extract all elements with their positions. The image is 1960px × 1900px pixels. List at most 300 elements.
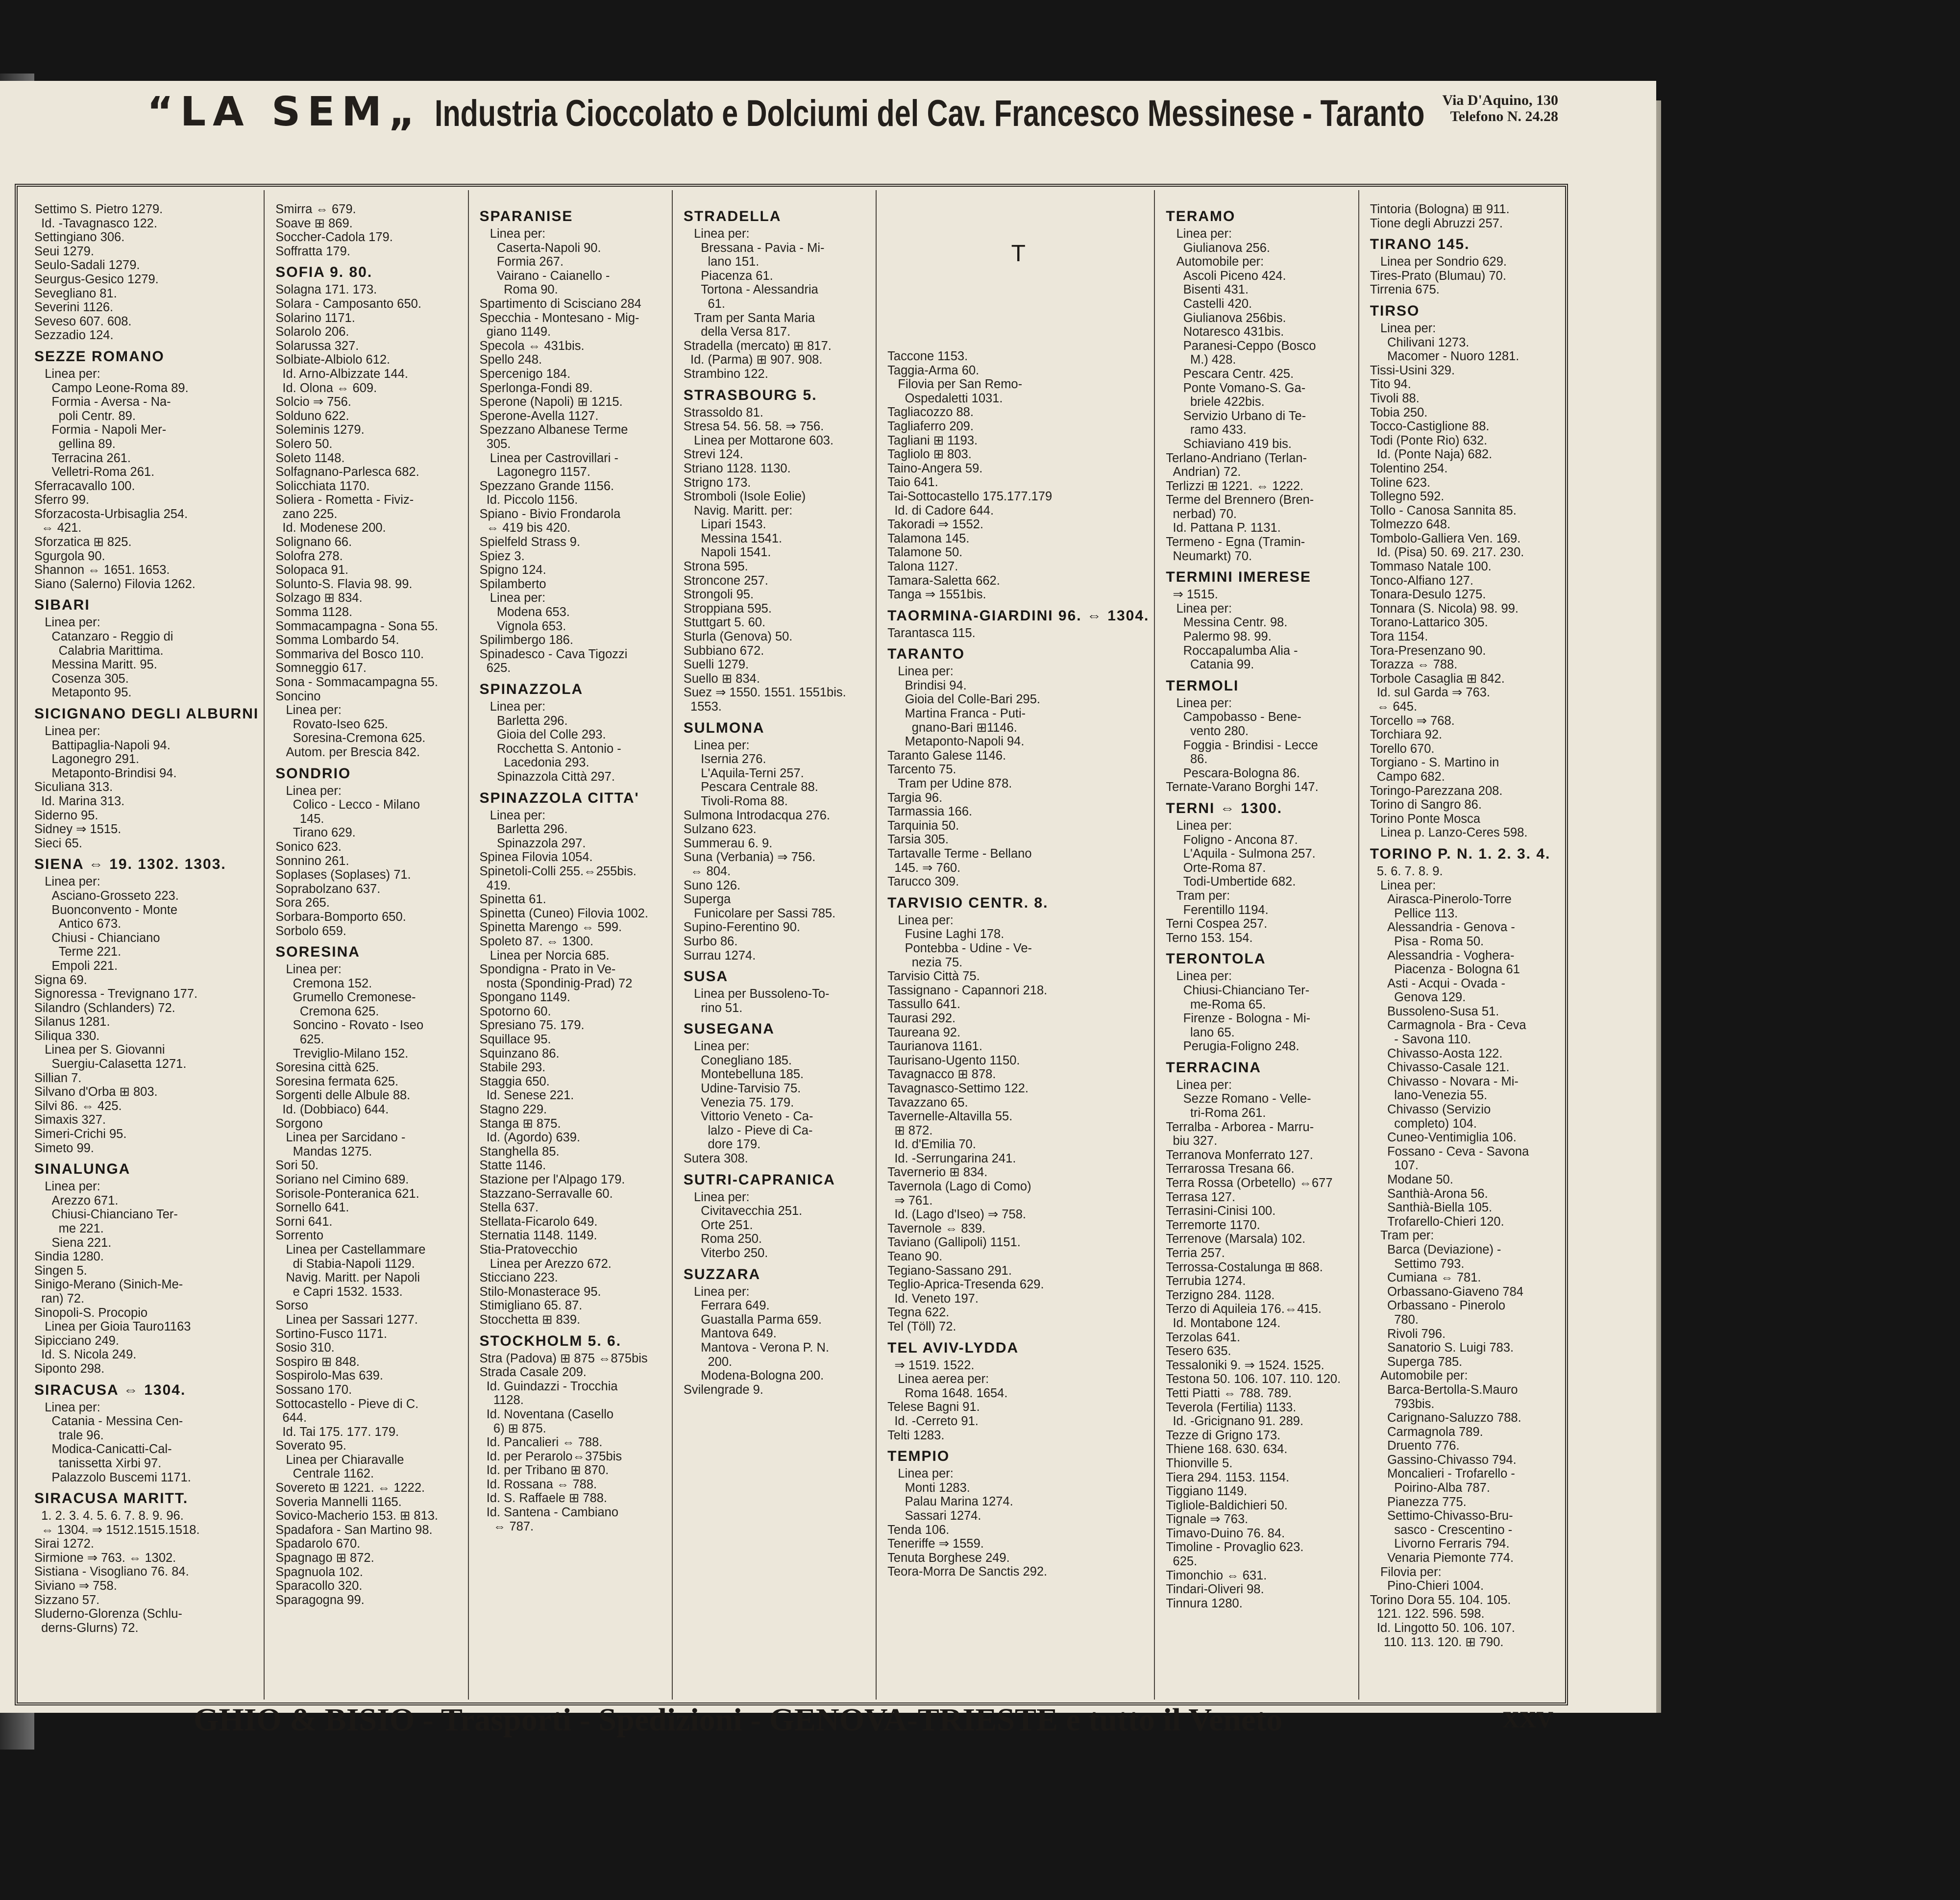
index-entry: biu 327. — [1166, 1134, 1218, 1148]
index-entry: Sottocastello - Pieve di C. — [275, 1397, 419, 1411]
index-entry: Somma 1128. — [275, 605, 353, 619]
index-entry: 200. — [683, 1355, 733, 1369]
column-3 — [469, 190, 673, 1700]
index-entry: Settingiano 306. — [34, 230, 125, 245]
index-entry: Seurgus-Gesico 1279. — [34, 272, 159, 286]
index-entry: rino 51. — [683, 1001, 743, 1015]
index-entry: Id. Rossana ⇔ 788. — [479, 1477, 597, 1491]
index-entry: Pontebba - Udine - Ve- — [887, 941, 1032, 955]
index-entry: 419. — [479, 878, 511, 892]
index-entry: Tivoli 88. — [1370, 391, 1420, 405]
index-entry: Ternate-Varano Borghi 147. — [1166, 780, 1319, 794]
index-entry: 625. — [1166, 1555, 1198, 1569]
index-entry: Stella 637. — [479, 1201, 539, 1215]
index-entry: Id. per Tribano ⊞ 870. — [479, 1463, 609, 1478]
index-entry: Terno 153. 154. — [1166, 931, 1253, 945]
index-entry: Soncino - Rovato - Iseo — [275, 1018, 424, 1033]
index-entry: Id. Guindazzi - Trocchia — [479, 1379, 618, 1393]
place-heading: SPINAZZOLA CITTA' — [479, 790, 639, 806]
index-entry: Id. -Cerreto 91. — [887, 1414, 979, 1428]
index-entry: Squinzano 86. — [479, 1046, 560, 1061]
index-entry: Id. S. Raffaele ⊞ 788. — [479, 1491, 608, 1505]
advert-header — [147, 74, 1568, 135]
index-entry: Modena 653. — [479, 605, 570, 619]
index-entry: Pellice 113. — [1370, 906, 1458, 920]
index-entry: Specchia - Montesano - Mig- — [479, 311, 639, 325]
index-entry: Stia-Pratovecchio — [479, 1242, 578, 1257]
index-entry: Tito 94. — [1370, 377, 1411, 392]
index-entry: Vittorio Veneto - Ca- — [683, 1110, 813, 1124]
place-heading: SIRACUSA MARITT. — [34, 1490, 189, 1507]
index-entry: ⇔ 421. — [34, 521, 82, 535]
index-entry: Piacenza - Bologna 61 — [1370, 962, 1520, 977]
brand-tagline: Industria Cioccolato e Dolciumi del Cav. Francesco Messinese - Taranto — [434, 93, 1425, 134]
index-entry: Id. Pattana P. 1131. — [1166, 521, 1281, 535]
index-entry: Strona 595. — [683, 560, 748, 574]
index-entry: Bisenti 431. — [1166, 283, 1249, 297]
index-entry: Asti - Acqui - Ovada - — [1370, 976, 1506, 990]
index-entry: Macomer - Nuoro 1281. — [1370, 349, 1519, 364]
index-entry: Id. (Pisa) 50. 69. 217. 230. — [1370, 545, 1524, 560]
index-entry: nosta (Spondinig-Prad) 72 — [479, 976, 633, 990]
index-entry: Notaresco 431bis. — [1166, 325, 1284, 339]
index-entry: Mantova 649. — [683, 1327, 777, 1341]
place-heading: TERMINI IMERESE — [1166, 569, 1312, 586]
index-entry: Metaponto-Brindisi 94. — [34, 766, 177, 780]
index-entry: Cremona 152. — [275, 976, 372, 990]
index-entry: Spielfeld Strass 9. — [479, 535, 581, 549]
index-entry: Sovereto ⊞ 1221. ⇔ 1222. — [275, 1481, 425, 1495]
index-entry: Tenuta Borghese 249. — [887, 1551, 1010, 1565]
index-entry: Napoli 1541. — [683, 545, 771, 560]
index-entry: Soffratta 179. — [275, 244, 350, 258]
index-entry: Thiene 168. 630. 634. — [1166, 1442, 1288, 1456]
index-entry: Santhià-Arona 56. — [1370, 1186, 1488, 1201]
index-entry: poli Centr. 89. — [34, 409, 136, 423]
index-entry: 145. — [275, 812, 324, 826]
index-entry: Toline 623. — [1370, 475, 1431, 490]
index-entry: Solofra 278. — [275, 549, 343, 563]
index-entry: Velletri-Roma 261. — [34, 465, 155, 479]
index-entry: Stocchetta ⊞ 839. — [479, 1312, 581, 1327]
index-entry: Superga — [683, 892, 731, 907]
index-entry: Tenda 106. — [887, 1523, 950, 1537]
index-entry: Sperone-Avella 1127. — [479, 409, 599, 423]
index-entry: Taranto Galese 1146. — [887, 748, 1006, 763]
index-entry: Linea per: — [683, 1284, 750, 1299]
index-entry: Sizzano 57. — [34, 1593, 100, 1607]
index-entry: Tavagnacco ⊞ 878. — [887, 1067, 996, 1082]
index-entry: Thionville 5. — [1166, 1456, 1233, 1470]
index-entry: Spinetta 61. — [479, 892, 546, 907]
index-entry: L'Aquila-Terni 257. — [683, 766, 804, 780]
index-entry: Strevi 124. — [683, 447, 743, 462]
index-entry: Suno 126. — [683, 878, 741, 892]
index-entry: Tavazzano 65. — [887, 1095, 968, 1110]
index-entry: Tarsia 305. — [887, 833, 949, 847]
index-entry: Staggia 650. — [479, 1074, 550, 1088]
index-entry: Tegna 622. — [887, 1306, 950, 1320]
index-entry: Linea per: — [1166, 1078, 1232, 1092]
index-entry: lano-Venezia 55. — [1370, 1088, 1488, 1103]
index-entry: Terzo di Aquileia 176.⇔415. — [1166, 1302, 1322, 1316]
index-entry: Airasca-Pinerolo-Torre — [1370, 892, 1512, 907]
index-entry: Sieci 65. — [34, 836, 82, 850]
index-entry: Torino di Sangro 86. — [1370, 798, 1482, 812]
index-entry: Orte-Roma 87. — [1166, 861, 1266, 875]
index-entry: Ponte Vomano-S. Ga- — [1166, 381, 1306, 395]
index-entry: Siena 221. — [34, 1235, 112, 1250]
index-entry: Pescara Centrale 88. — [683, 780, 818, 794]
index-entry: Campo Leone-Roma 89. — [34, 381, 189, 395]
index-entry: Soresina città 625. — [275, 1061, 379, 1075]
index-entry: Siviano ⇒ 758. — [34, 1579, 117, 1593]
index-entry: Carmagnola - Bra - Ceva — [1370, 1018, 1526, 1033]
index-entry: me-Roma 65. — [1166, 997, 1266, 1012]
index-entry: Sezze Romano - Velle- — [1166, 1092, 1311, 1106]
index-entry: Spezzano Albanese Terme — [479, 423, 628, 437]
index-entry: Linea per: — [1166, 818, 1232, 833]
index-entry: Torbole Casaglia ⊞ 842. — [1370, 671, 1505, 686]
index-entry: Funicolare per Sassi 785. — [683, 906, 836, 920]
place-heading: SUSEGANA — [683, 1021, 775, 1037]
index-entry: Silandro (Schlanders) 72. — [34, 1001, 175, 1015]
index-entry: Tigliole-Baldichieri 50. — [1166, 1498, 1288, 1512]
index-entry: Ascoli Piceno 424. — [1166, 269, 1286, 283]
index-entry: Conegliano 185. — [683, 1053, 792, 1067]
index-entry: Vairano - Caianello - — [479, 269, 610, 283]
index-entry: Rocchetta S. Antonio - — [479, 741, 621, 756]
index-entry: della Versa 817. — [683, 325, 791, 339]
index-entry: Mandas 1275. — [275, 1144, 372, 1159]
index-entry: Stazzano-Serravalle 60. — [479, 1186, 613, 1201]
index-entry: Solarolo 206. — [275, 325, 349, 339]
index-entry: 5. 6. 7. 8. 9. — [1370, 864, 1443, 878]
index-entry: Timonchio ⇔ 631. — [1166, 1568, 1267, 1582]
place-heading: SEZZE ROMANO — [34, 348, 165, 365]
index-entry: 61. — [683, 296, 725, 311]
index-entry: Antico 673. — [34, 917, 122, 931]
index-entry: ramo 433. — [1166, 423, 1247, 437]
index-entry: Orbassano - Pinerolo — [1370, 1299, 1506, 1313]
index-entry: Teglio-Aprica-Tresenda 629. — [887, 1278, 1044, 1292]
index-entry: Terremorte 1170. — [1166, 1218, 1260, 1232]
index-entry: 625. — [275, 1033, 324, 1047]
index-entry: Barletta 296. — [479, 714, 568, 728]
index-entry: Roma 250. — [683, 1232, 762, 1246]
place-heading: TERNI ⇔ 1300. — [1166, 800, 1283, 816]
index-entry: Tram per Udine 878. — [887, 777, 1012, 791]
index-entry: Spiez 3. — [479, 549, 525, 563]
column-5 — [877, 190, 1155, 1700]
index-entry: Livorno Ferraris 794. — [1370, 1537, 1510, 1551]
index-entry: Guastalla Parma 659. — [683, 1312, 822, 1327]
index-entry: Chivasso-Casale 121. — [1370, 1061, 1510, 1075]
index-entry: - Savona 110. — [1370, 1033, 1471, 1047]
index-entry: Chilivani 1273. — [1370, 335, 1470, 349]
index-entry: Messina Centr. 98. — [1166, 616, 1288, 630]
index-entry: Tortona - Alessandria — [683, 283, 818, 297]
index-entry: Sora 265. — [275, 896, 330, 910]
index-entry: 86. — [1166, 752, 1208, 766]
index-entry: lano 151. — [683, 255, 760, 269]
index-entry: Stuttgart 5. 60. — [683, 616, 766, 630]
index-entry: Torino Ponte Mosca — [1370, 812, 1481, 826]
place-heading: SPINAZZOLA — [479, 681, 584, 697]
index-entry: Spilimbergo 186. — [479, 633, 573, 647]
index-entry: Sorso — [275, 1299, 308, 1313]
index-entry: Catania 99. — [1166, 658, 1254, 672]
index-entry: Tarucco 309. — [887, 875, 959, 889]
index-entry: Linea per: — [479, 808, 546, 822]
index-entry: Soplases (Soplases) 71. — [275, 868, 411, 882]
index-entry: Sorbara-Bomporto 650. — [275, 910, 406, 924]
index-entry: Linea per: — [479, 700, 546, 714]
index-entry: Tagliacozzo 88. — [887, 405, 974, 419]
index-entry: Id. (Dobbiaco) 644. — [275, 1103, 389, 1117]
index-entry: Messina Maritt. 95. — [34, 658, 157, 672]
index-entry: Solignano 66. — [275, 535, 352, 549]
index-entry: Stazione per l'Alpago 179. — [479, 1173, 625, 1186]
index-entry: Tai-Sottocastello 175.177.179 — [887, 489, 1053, 503]
index-entry: Gioia del Colle 293. — [479, 728, 606, 742]
index-entry: Tezze di Grigno 173. — [1166, 1428, 1281, 1442]
index-entry: Ferentillo 1194. — [1166, 903, 1269, 917]
index-entry: Linea per: — [1166, 696, 1232, 710]
index-entry: Suelli 1279. — [683, 658, 749, 672]
index-entry: Sirmione ⇒ 763. ⇔ 1302. — [34, 1551, 176, 1565]
place-heading: STRADELLA — [683, 208, 782, 224]
index-entry: Bressana - Pavia - Mi- — [683, 241, 825, 255]
index-entry: Spigno 124. — [479, 563, 546, 577]
index-entry: Tram per: — [1370, 1229, 1434, 1243]
index-entry: Pisa - Roma 50. — [1370, 934, 1484, 948]
index-entry: Statte 1146. — [479, 1159, 546, 1173]
index-entry: Solduno 622. — [275, 409, 349, 423]
index-entry: Martina Franca - Puti- — [887, 707, 1026, 721]
index-entry: Surrau 1274. — [683, 948, 756, 962]
index-entry: Lagonegro 291. — [34, 752, 140, 766]
index-entry: 793bis. — [1370, 1397, 1435, 1411]
index-entry: Terrenove (Marsala) 102. — [1166, 1232, 1306, 1246]
index-entry: Terme del Brennero (Bren- — [1166, 493, 1314, 507]
index-entry: Linea per: — [479, 227, 546, 241]
index-entry: Tora-Presenzano 90. — [1370, 643, 1486, 658]
index-entry: Cuneo-Ventimiglia 106. — [1370, 1131, 1517, 1145]
index-entry: Sori 50. — [275, 1159, 319, 1173]
index-columns — [24, 190, 1562, 1700]
index-entry: Montebelluna 185. — [683, 1067, 804, 1082]
index-entry: Taggia-Arma 60. — [887, 363, 980, 377]
index-entry: Specola ⇔ 431bis. — [479, 339, 585, 353]
index-entry: Soverato 95. — [275, 1439, 346, 1453]
index-entry: Sforzatica ⊞ 825. — [34, 535, 132, 549]
column-4 — [673, 190, 877, 1700]
index-entry: tri-Roma 261. — [1166, 1106, 1266, 1120]
index-entry: Linea per Castellammare — [275, 1242, 426, 1257]
index-entry: Sirai 1272. — [34, 1537, 94, 1551]
index-entry: zano 225. — [275, 507, 338, 521]
index-entry: Sezzadio 124. — [34, 328, 114, 343]
index-entry: Teora-Morra De Sanctis 292. — [887, 1565, 1048, 1579]
index-entry: Singen 5. — [34, 1263, 87, 1278]
index-entry: Toringo-Parezzana 208. — [1370, 784, 1503, 798]
index-entry: Soresina-Cremona 625. — [275, 731, 426, 745]
index-entry: Sternatia 1148. 1149. — [479, 1229, 597, 1243]
index-entry: Pianezza 775. — [1370, 1495, 1467, 1509]
index-entry: Tarantasca 115. — [887, 626, 976, 640]
index-entry: Udine-Tarvisio 75. — [683, 1082, 801, 1096]
index-entry: Terrasini-Cinisi 100. — [1166, 1204, 1276, 1218]
index-entry: Seulo-Sadali 1279. — [34, 258, 140, 272]
index-entry: Strada Casale 209. — [479, 1365, 587, 1380]
place-heading: SIBARI — [34, 597, 90, 614]
index-entry: Terralba - Arborea - Marru- — [1166, 1120, 1314, 1134]
index-entry: Teano 90. — [887, 1250, 943, 1264]
index-entry: Stellata-Ficarolo 649. — [479, 1214, 598, 1229]
index-entry: Taurianova 1161. — [887, 1039, 982, 1054]
index-entry: Sanatorio S. Luigi 783. — [1370, 1341, 1514, 1355]
index-entry: Cosenza 305. — [34, 671, 129, 686]
index-entry: Barletta 296. — [479, 822, 568, 837]
index-entry: Tarcento 75. — [887, 763, 956, 777]
index-entry: Linea per: — [34, 1400, 100, 1414]
index-entry: Id. -Serrungarina 241. — [887, 1151, 1016, 1165]
index-entry: Taurasi 292. — [887, 1011, 956, 1025]
place-heading: SICIGNANO DEGLI ALBURNI — [34, 706, 259, 722]
index-entry: Solicchiata 1170. — [275, 479, 370, 493]
index-entry: Sidney ⇒ 1515. — [34, 822, 122, 837]
index-entry: Strassoldo 81. — [683, 405, 763, 419]
index-entry: Linea per Sarcidano - — [275, 1131, 406, 1145]
index-entry: Id. sul Garda ⇒ 763. — [1370, 686, 1491, 700]
index-entry: Terme 221. — [34, 945, 122, 959]
index-entry: Timoline - Provaglio 623. — [1166, 1540, 1304, 1555]
index-entry: 107. — [1370, 1159, 1419, 1173]
index-entry: Asciano-Grosseto 223. — [34, 888, 179, 903]
index-entry: Id. Pancalieri ⇔ 788. — [479, 1435, 603, 1450]
advert-footer: GHIO & BISIO - Trasporti - Spedizioni - GENOVA-TRIESTE e tutto il Veneto — [194, 1702, 1283, 1738]
index-entry: Id. -Gricignano 91. 289. — [1166, 1414, 1304, 1429]
index-entry: Campo 682. — [1370, 769, 1445, 784]
index-entry: Autom. per Brescia 842. — [275, 745, 420, 759]
index-entry: Sferracavallo 100. — [34, 479, 135, 493]
place-heading: SUZZARA — [683, 1266, 761, 1283]
index-entry: Linea per: — [1166, 227, 1232, 241]
index-entry: Solunto-S. Flavia 98. 99. — [275, 577, 413, 591]
index-entry: Siano (Salerno) Filovia 1262. — [34, 577, 196, 591]
index-entry: ⇔ 1304. ⇒ 1512.1515.1518. — [34, 1523, 200, 1537]
place-heading: SPARANISE — [479, 208, 573, 224]
index-entry: Torello 670. — [1370, 741, 1435, 756]
index-entry: Spadafora - San Martino 98. — [275, 1523, 433, 1537]
index-entry: Sossano 170. — [275, 1382, 352, 1397]
index-entry: Filovia per: — [1370, 1565, 1442, 1579]
index-entry: Tagliolo ⊞ 803. — [887, 447, 972, 462]
index-entry: Spadarolo 670. — [275, 1537, 361, 1551]
index-entry: Solbiate-Albiolo 612. — [275, 353, 391, 367]
index-entry: Strongoli 95. — [683, 588, 754, 602]
place-heading: SINALUNGA — [34, 1161, 131, 1178]
index-entry: 1. 2. 3. 4. 5. 6. 7. 8. 9. 96. — [34, 1509, 184, 1523]
index-entry: Linea per: — [1166, 969, 1232, 984]
place-heading: TERAMO — [1166, 208, 1236, 224]
index-entry: Spondigna - Prato in Ve- — [479, 962, 616, 977]
column-2 — [265, 190, 468, 1700]
index-entry: Siderno 95. — [34, 808, 98, 822]
index-entry: Solero 50. — [275, 437, 333, 451]
index-entry: Id. (Ponte Naja) 682. — [1370, 447, 1493, 462]
index-entry: Sosio 310. — [275, 1341, 335, 1355]
index-entry: Id. Montabone 124. — [1166, 1316, 1281, 1330]
index-entry: Takoradi ⇒ 1552. — [887, 518, 983, 532]
index-entry: Sulmona Introdacqua 276. — [683, 808, 830, 822]
index-entry: ⇔ 419 bis 420. — [479, 521, 571, 535]
index-entry: Linea per S. Giovanni — [34, 1043, 165, 1057]
index-entry: Sonico 623. — [275, 839, 342, 854]
index-entry: ⇔ 787. — [479, 1519, 534, 1533]
index-entry: Sommacampagna - Sona 55. — [275, 619, 438, 633]
index-entry: dore 179. — [683, 1137, 761, 1152]
index-entry: Roma 90. — [479, 283, 558, 297]
index-entry: M.) 428. — [1166, 353, 1236, 367]
index-entry: Terrasa 127. — [1166, 1190, 1236, 1204]
index-entry: Empoli 221. — [34, 959, 118, 973]
index-entry: Spongano 1149. — [479, 990, 570, 1005]
index-entry: Palau Marina 1274. — [887, 1495, 1013, 1509]
index-entry: Linea per: — [1370, 321, 1436, 335]
place-heading: SOFIA 9. 80. — [275, 264, 373, 281]
index-entry: Stilo-Monasterace 95. — [479, 1284, 601, 1299]
index-entry: Chiusi-Chianciano Ter- — [34, 1208, 178, 1222]
index-entry: Linea per: — [1166, 601, 1232, 616]
index-entry: Silvano d'Orba ⊞ 803. — [34, 1085, 158, 1099]
index-entry: Sorgenti delle Albule 88. — [275, 1088, 411, 1103]
index-entry: Automobile per: — [1370, 1369, 1468, 1383]
index-entry: 121. 122. 596. 598. — [1370, 1607, 1485, 1621]
index-entry: Chivasso (Servizio — [1370, 1103, 1491, 1117]
index-entry: lano 65. — [1166, 1025, 1235, 1039]
index-entry: Silanus 1281. — [34, 1015, 110, 1029]
index-entry: Linea p. Lanzo-Ceres 598. — [1370, 826, 1528, 840]
index-entry: Civitavecchia 251. — [683, 1204, 803, 1218]
index-entry: Taio 641. — [887, 475, 938, 490]
index-entry: Sospirolo-Mas 639. — [275, 1369, 383, 1383]
index-entry: Siculiana 313. — [34, 780, 113, 794]
index-entry: Linea per: — [887, 1467, 954, 1481]
index-entry: Mantova - Verona P. N. — [683, 1340, 830, 1355]
index-entry: Sturla (Genova) 50. — [683, 630, 793, 644]
index-entry: Terlizzi ⊞ 1221. ⇔ 1222. — [1166, 479, 1304, 493]
index-entry: Brindisi 94. — [887, 678, 967, 692]
index-entry: Chivasso-Aosta 122. — [1370, 1046, 1503, 1061]
index-entry: Paranesi-Ceppo (Bosco — [1166, 339, 1316, 353]
index-entry: Venaria Piemonte 774. — [1370, 1551, 1514, 1565]
index-entry: Tombolo-Galliera Ven. 169. — [1370, 531, 1521, 545]
index-entry: Teneriffe ⇒ 1559. — [887, 1537, 984, 1551]
index-entry: Linea per Arezzo 672. — [479, 1257, 612, 1271]
index-entry: Taurisano-Ugento 1150. — [887, 1053, 1020, 1067]
index-entry: Sillian 7. — [34, 1071, 82, 1085]
index-entry: Id. (Lago d'Iseo) ⇒ 758. — [887, 1208, 1026, 1222]
place-heading: SIENA ⇔ 19. 1302. 1303. — [34, 856, 226, 873]
index-entry: Isernia 276. — [683, 752, 766, 766]
index-entry: 305. — [479, 437, 511, 451]
index-entry: Id. Lingotto 50. 106. 107. — [1370, 1621, 1516, 1635]
index-entry: Taccone 1153. — [887, 349, 968, 363]
index-entry: Modane 50. — [1370, 1173, 1453, 1186]
index-entry: Tocco-Castiglione 88. — [1370, 419, 1490, 434]
